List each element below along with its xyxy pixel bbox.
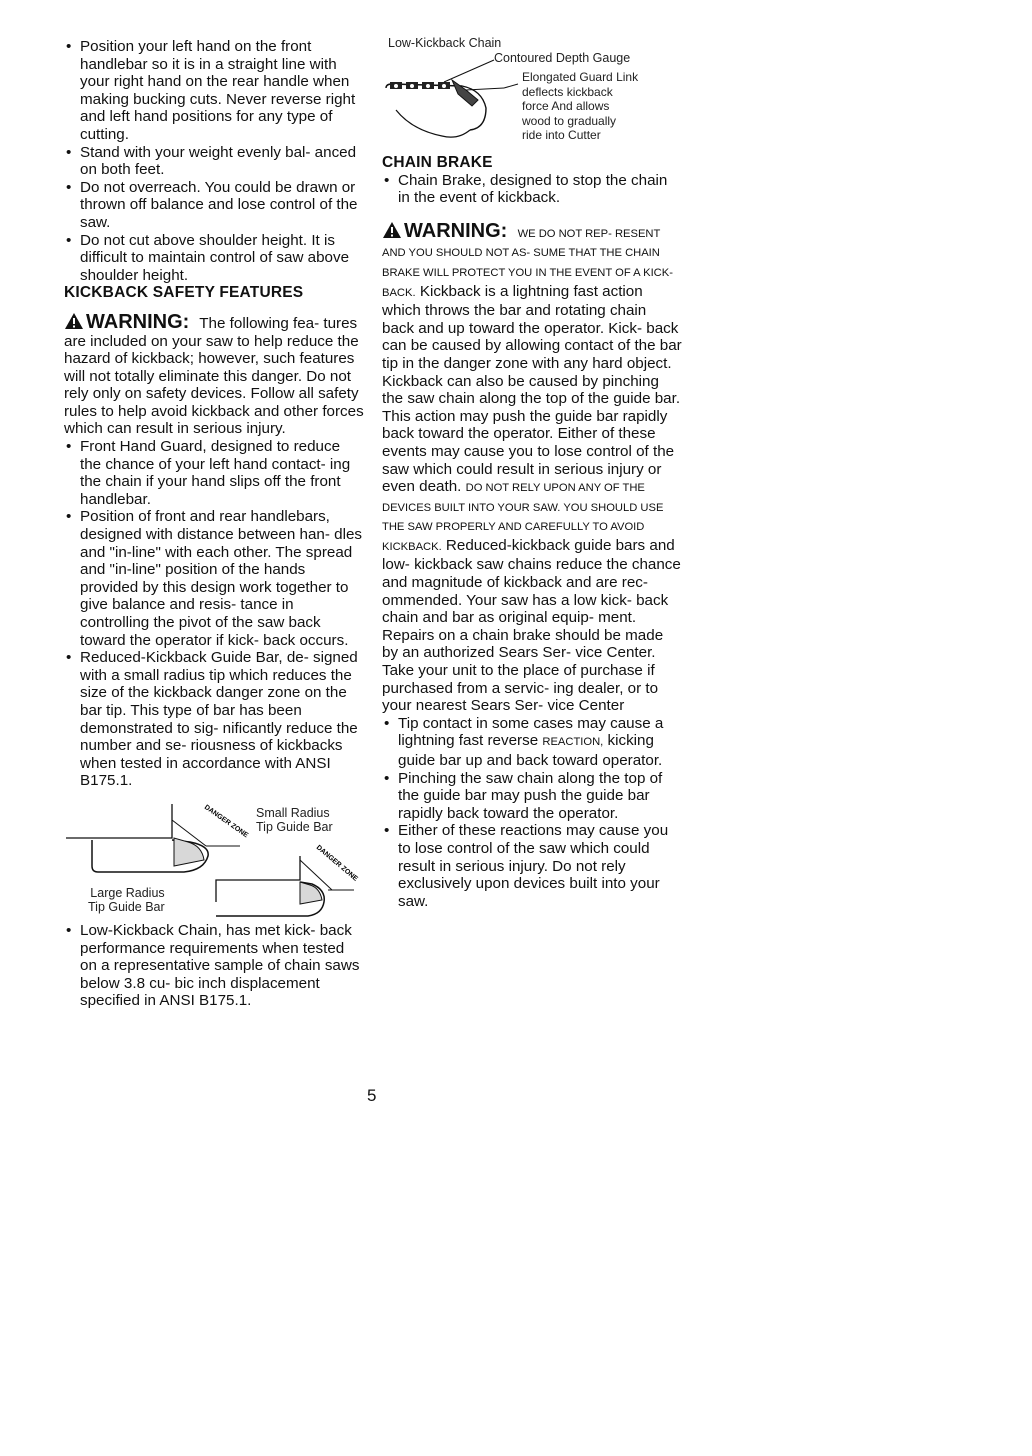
low-kickback-chain-label: Low-Kickback Chain	[388, 36, 502, 50]
left-column	[64, 38, 364, 1010]
list-item	[382, 715, 682, 770]
bullet-text: Tip contact in some cases may cause a lightning fast reverse	[398, 714, 664, 750]
right-column	[382, 36, 682, 910]
warning-triangle-icon	[382, 221, 402, 239]
list-item: • Pinching the saw chain along the top of the guide bar may push the guide bar rapidly back toward the operator.	[382, 770, 682, 823]
list-item: • Position of front and rear handlebars, designed with distance between han- dles and "in-line" with each other. The spread and "in-line" position of the hands provided by this design work together to give balance and resis- tance in controlling the pivot of the saw back toward the operator if kick- back occurs.	[64, 508, 364, 649]
warning-label: WARNING:	[86, 310, 190, 333]
guard-link-label: Elongated Guard Link deflects kickback force And allows wood to gradually ride into Cutter	[522, 70, 639, 142]
page-number: 5	[367, 1086, 377, 1105]
list-item: • Front Hand Guard, designed to reduce the chance of your left hand contact- ing the chain if your hand slips off the front handlebar.	[64, 438, 364, 508]
warning-label: WARNING:	[404, 219, 508, 242]
kickback-warning-paragraph	[64, 310, 364, 438]
list-item: • Position your left hand on the front handlebar so it is in a straight line with your right hand on the rear handle when making bucking cuts. Never reverse right and left hand positions for any type of cutting.	[64, 38, 364, 144]
chain-brake-heading: CHAIN BRAKE	[382, 154, 493, 171]
list-item: • Stand with your weight evenly bal- anced on both feet.	[64, 144, 364, 179]
intro-bullet-list	[64, 38, 364, 284]
list-item: • Reduced-Kickback Guide Bar, de- signed with a small radius tip which reduces the size of the kickback danger zone on the bar tip. This type of bar has been demonstrated to sig- nificantly reduce the number and se- riousness of kickbacks when tested in accordance with ANSI B175.1.	[64, 649, 364, 790]
list-item: • Chain Brake, designed to stop the chain in the event of kickback.	[382, 172, 682, 207]
warning-caps-text: DO NOT RELY UPON ANY OF THE DEVICES BUILT INTO YOUR SAW. YOU SHOULD USE THE SAW PROPERLY AND CAREFULLY TO AVOID KICKBACK.	[382, 482, 664, 553]
depth-gauge-label: Contoured Depth Gauge	[494, 51, 631, 65]
list-item: • Do not overreach. You could be drawn or thrown off balance and lose control of the saw.	[64, 179, 364, 232]
chain-brake-bullet-list	[382, 172, 682, 207]
warning-triangle-icon	[64, 312, 84, 330]
warning-caps-text: WE DO NOT REP- RESENT AND YOU SHOULD NOT AS- SUME THAT THE CHAIN BRAKE WILL PROTECT YOU IN THE EVENT OF A KICK- BACK.	[382, 227, 673, 299]
danger-zone-text: DANGER ZONE	[314, 844, 359, 883]
kickback-safety-heading: KICKBACK SAFETY FEATURES	[64, 284, 304, 302]
feature-bullet-list	[64, 438, 364, 790]
list-item: • Low-Kickback Chain, has met kick- back performance requirements when tested on a representative sample of chain saws below 3.8 cu- bic inch displacement specified in ANSI B175.1.	[64, 922, 364, 1010]
chain-brake-warning-paragraph	[382, 219, 682, 715]
warning-body: The following fea- tures are included on your saw to help reduce the hazard of kickback; however, such features will not totally eliminate this danger. Do not rely only on safety devices. Follow all safety rules to help avoid kickback and other forces which can result in serious injury.	[64, 314, 364, 438]
list-item: • Do not cut above shoulder height. It is difficult to maintain control of saw above shoulder height.	[64, 232, 364, 285]
guide-bar-figure	[64, 790, 364, 922]
low-kickback-chain-figure	[382, 36, 682, 154]
large-radius-label: Large Radius Tip Guide Bar	[88, 885, 165, 914]
warning-body: Reduced-kickback guide bars and low- kickback saw chains reduce the chance and magnitude of kickback and are rec- ommended. Your saw has a low kick- back chain and bar as original equip- ment. Repairs on a chain brake should be made by an authorized Sears Ser- vice Center. Take your unit to the place of purchase if purchased from a servic- ing dealer, or to your nearest Sears Ser- vice Center	[382, 536, 681, 715]
bullet-caps-text: REACTION,	[542, 736, 604, 749]
warning-body: Kickback is a lightning fast action which throws the bar and rotating chain back and up toward the operator. Kick- back can be caused by allowing contact of the bar tip in the danger zone with any hard object. Kickback can also be caused by pinching the saw chain along the top of the guide bar. This action may push the guide bar rapidly back toward the operator. Either of these events may cause you to lose control of the saw which could result in serious injury or even death.	[382, 282, 682, 496]
chain-bullet-list	[64, 922, 364, 1010]
bullet-text: kicking guide bar up and back toward operator.	[398, 732, 663, 769]
list-item: • Either of these reactions may cause you to lose control of the saw which could result in serious injury. Do not rely exclusively upon devices built into your saw.	[382, 822, 682, 910]
small-radius-label: Small Radius Tip Guide Bar	[256, 805, 333, 834]
danger-zone-text: DANGER ZONE	[202, 803, 250, 840]
reaction-bullet-list	[382, 715, 682, 911]
